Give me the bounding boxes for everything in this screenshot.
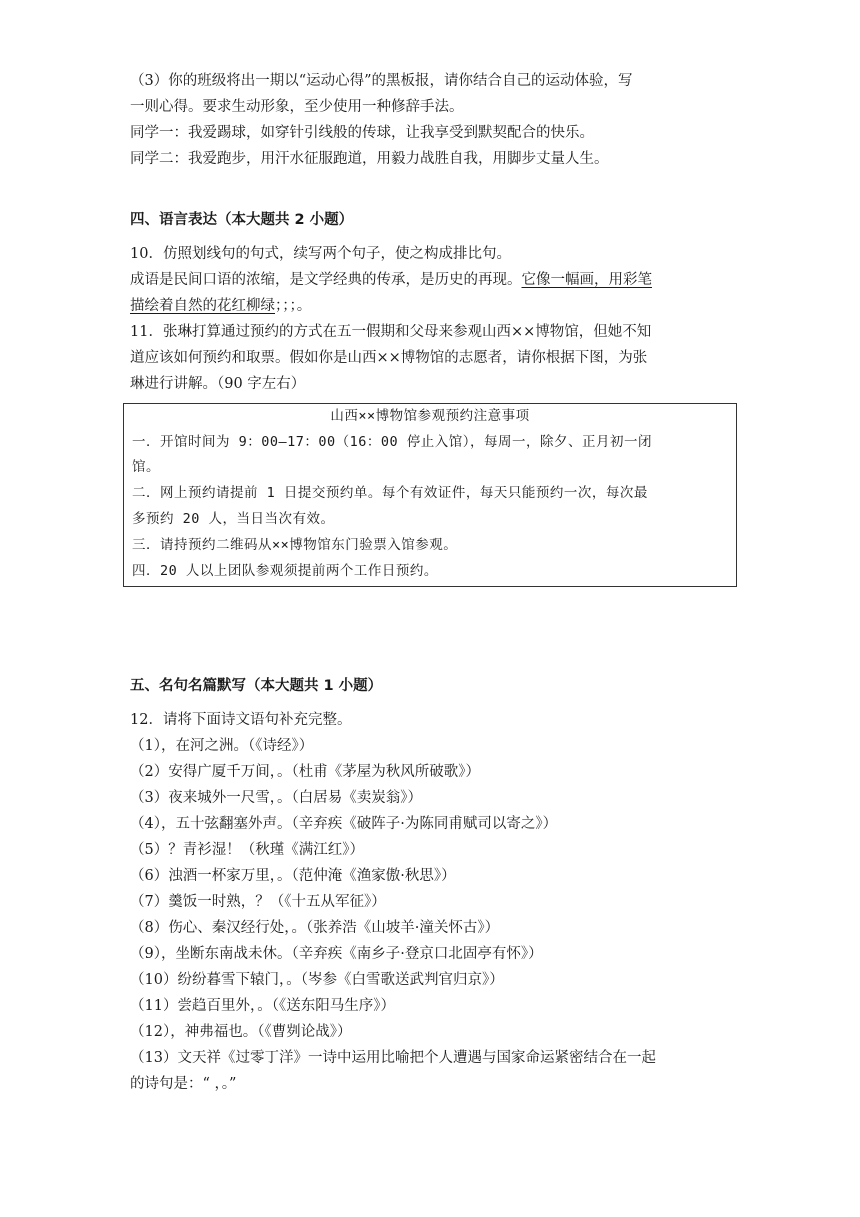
q9-3-line-2: 一则心得。要求生动形象，至少使用一种修辞手法。: [130, 99, 464, 115]
recitation-item: （9），坐断东南战未休。（辛弃疾《南乡子·登京口北固亭有怀》）: [130, 946, 543, 962]
notice-title: 山西××博物馆参观预约注意事项: [330, 408, 530, 424]
section-4-heading: 四、语言表达（本大题共 2 小题）: [130, 212, 354, 228]
q12-prompt: 12．请将下面诗文语句补充完整。: [130, 712, 352, 728]
recitation-item: （6）浊酒一杯家万里，。（范仲淹《渔家傲·秋思》）: [130, 868, 456, 884]
recitation-item-cont: 的诗句是：“ ，。”: [130, 1076, 237, 1092]
recitation-item: （10）纷纷暮雪下辕门，。（岑参《白雪歌送武判官归京》）: [130, 972, 504, 988]
q10-underlined-sentence-cont: 描绘着自然的花红柳绿: [130, 298, 275, 314]
notice-item-3: 三．请持预约二维码从××博物馆东门验票入馆参观。: [132, 537, 458, 553]
q11-line-2: 道应该如何预约和取票。假如你是山西××博物馆的志愿者，请你根据下图，为张: [130, 350, 648, 366]
museum-notice-box: [123, 403, 737, 587]
recitation-item: （13）文天祥《过零丁洋》一诗中运用比喻把个人遭遇与国家命运紧密结合在一起: [130, 1050, 656, 1066]
q9-3-classmate-1: 同学一：我爱踢球，如穿针引线般的传球，让我享受到默契配合的快乐。: [130, 125, 594, 141]
notice-item-2-cont: 多预约 20 人，当日当次有效。: [132, 511, 335, 527]
q11-line-3: 琳进行讲解。（90 字左右）: [130, 376, 306, 392]
notice-item-1-cont: 馆。: [132, 459, 160, 475]
recitation-item: （4），五十弦翻塞外声。（辛弃疾《破阵子·为陈同甫赋司以寄之》）: [130, 816, 558, 832]
recitation-item: （2）安得广厦千万间，。（杜甫《茅屋为秋风所破歌》）: [130, 764, 480, 780]
q10-underlined-sentence: 它像一幅画，用彩笔: [521, 272, 652, 288]
q10-plain-text: 成语是民间口语的浓缩，是文学经典的传承，是历史的再现。: [130, 272, 522, 288]
q10-answer-blanks: ；；；。: [275, 298, 312, 314]
q10-passage-line-1: [130, 270, 730, 290]
recitation-item: （12），神弗福也。（《曹刿论战》）: [130, 1024, 352, 1040]
recitation-item: （3）夜来城外一尺雪，。（白居易《卖炭翁》）: [130, 790, 422, 806]
recitation-item: （5）？青衫湿！（秋瑾《满江红》）: [130, 842, 364, 858]
recitation-item: （1），在河之洲。（《诗经》）: [130, 738, 314, 754]
q11-line-1: 11．张琳打算通过预约的方式在五一假期和父母来参观山西××博物馆，但她不知: [130, 324, 652, 340]
notice-item-4: 四．20 人以上团队参观须提前两个工作日预约。: [132, 563, 438, 579]
notice-item-2: 二．网上预约请提前 1 日提交预约单。每个有效证件，每天只能预约一次，每次最: [132, 485, 648, 501]
recitation-item: （7）羹饭一时熟，？（《十五从军征》）: [130, 894, 386, 910]
notice-item-1: 一．开馆时间为 9：00—17：00（16：00 停止入馆），每周一，除夕、正月初一闭: [132, 434, 653, 450]
q10-prompt: 10．仿照划线句的句式，续写两个句子，使之构成排比句。: [130, 246, 511, 262]
section-5-heading: 五、名句名篇默写（本大题共 1 小题）: [130, 678, 383, 694]
q10-passage-line-2: [130, 296, 730, 316]
q9-3-line-1: （3）你的班级将出一期以“运动心得”的黑板报，请你结合自己的运动体验，写: [130, 73, 633, 89]
recitation-item: （8）伤心、秦汉经行处，。（张养浩《山坡羊·潼关怀古》）: [130, 920, 500, 936]
recitation-item: （11）尝趋百里外，。（《送东阳马生序》）: [130, 998, 395, 1014]
q9-3-classmate-2: 同学二：我爱跑步，用汗水征服跑道，用毅力战胜自我，用脚步丈量人生。: [130, 151, 609, 167]
